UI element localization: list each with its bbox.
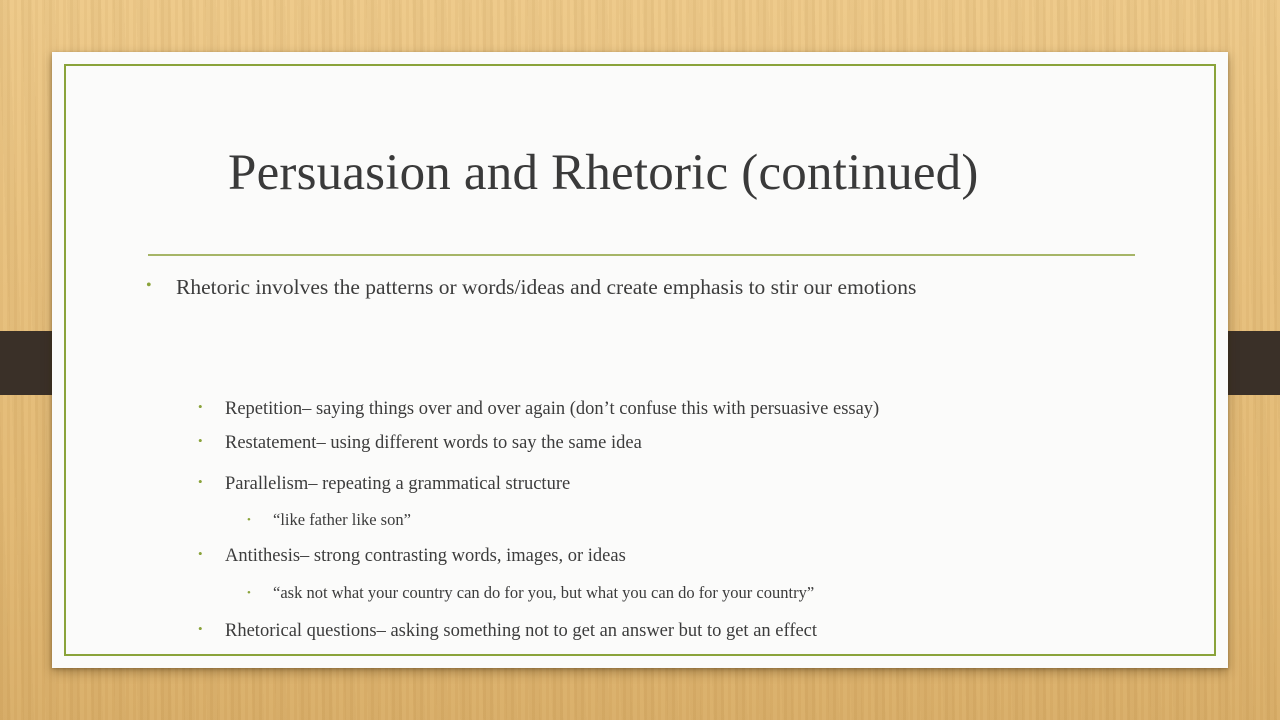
- slide-paper: [52, 52, 1228, 668]
- bullet-marker: •: [146, 277, 152, 294]
- bullet-marker: •: [198, 433, 203, 448]
- bullet-parallelism: Parallelism– repeating a grammatical structure: [225, 474, 571, 494]
- bullet-repetition: Repetition– saying things over and over again (don’t confuse this with persuasive essay): [225, 399, 880, 419]
- bullet-list: [52, 52, 1228, 668]
- bullet-antithesis: Antithesis– strong contrasting words, images, or ideas: [225, 546, 626, 566]
- bullet-parallelism-example: “like father like son”: [273, 510, 411, 529]
- bullet-restatement: Restatement– using different words to say the same idea: [225, 433, 642, 453]
- bullet-marker: •: [198, 474, 203, 489]
- bullet-antithesis-example: “ask not what your country can do for you, but what you can do for your country”: [273, 583, 815, 602]
- bullet-marker: •: [198, 546, 203, 561]
- bullet-marker: •: [247, 587, 251, 599]
- bullet-marker: •: [198, 399, 203, 414]
- bullet-marker: •: [198, 621, 203, 636]
- bullet-marker: •: [247, 514, 251, 526]
- bullet-rhetoric: Rhetoric involves the patterns or words/ideas and create emphasis to stir our emotions: [176, 275, 917, 299]
- bullet-rhetorical-questions: Rhetorical questions– asking something not to get an answer but to get an effect: [225, 621, 818, 641]
- slide-title: Persuasion and Rhetoric (continued): [228, 145, 979, 201]
